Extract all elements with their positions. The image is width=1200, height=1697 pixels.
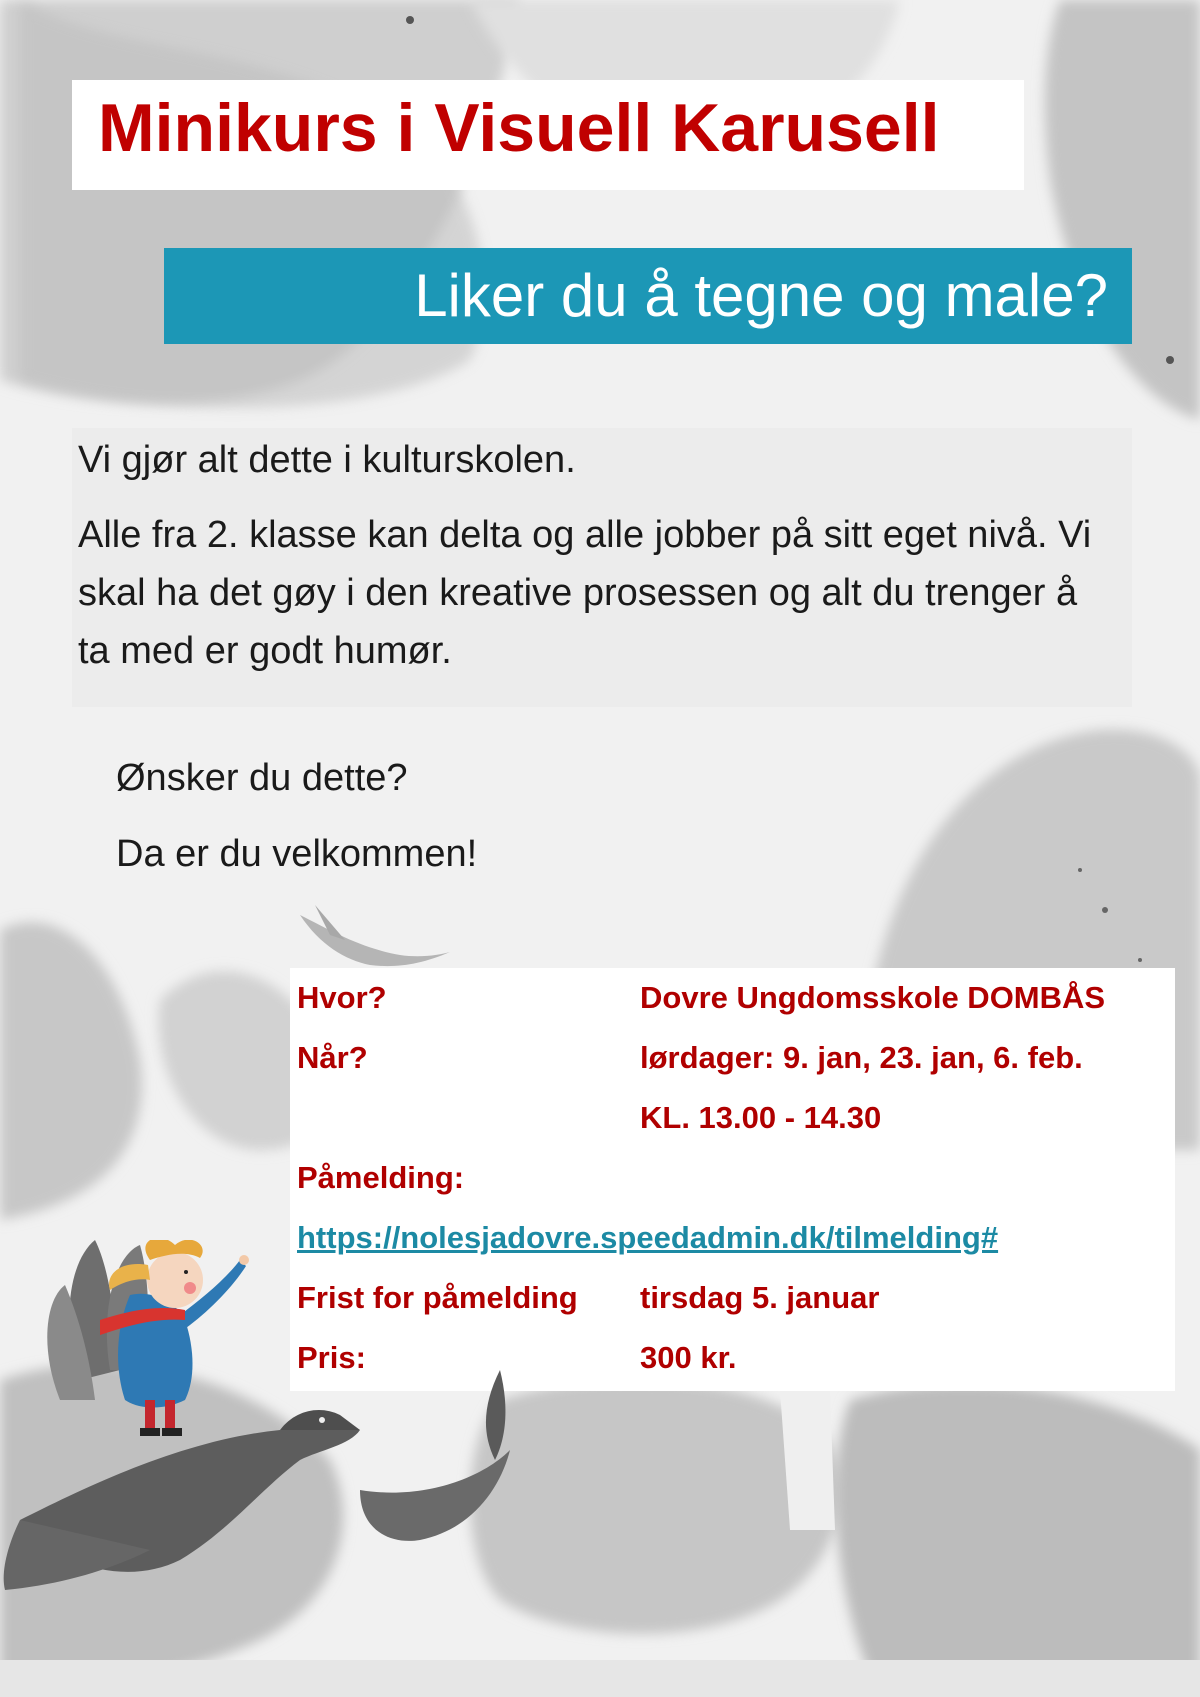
subtitle: Liker du å tegne og male? xyxy=(414,262,1108,329)
child-on-bird-illustration xyxy=(0,1240,560,1600)
wish-question: Ønsker du dette? xyxy=(116,757,408,799)
where-label: Hvor? xyxy=(297,980,387,1015)
signup-link[interactable]: https://nolesjadovre.speedadmin.dk/tilmelding# xyxy=(297,1220,999,1255)
when-label: Når? xyxy=(297,1040,368,1075)
deadline-label: Frist for påmelding xyxy=(297,1280,578,1315)
intro-paragraph-1: Vi gjør alt dette i kulturskolen. xyxy=(78,439,576,481)
signup-label: Påmelding: xyxy=(297,1160,465,1195)
deadline-value: tirsdag 5. januar xyxy=(640,1280,880,1315)
page-title: Minikurs i Visuell Karusell xyxy=(98,90,940,166)
intro-paragraph-2: Alle fra 2. klasse kan delta og alle jobber på sitt eget nivå. Vi skal ha det gøy i den kreative prosessen og alt du trenger å ta med er godt humør. xyxy=(78,514,1092,672)
when-value: lørdager: 9. jan, 23. jan, 6. feb. xyxy=(640,1040,1083,1075)
welcome-line: Da er du velkommen! xyxy=(116,833,478,875)
price-value: 300 kr. xyxy=(640,1340,737,1375)
where-value: Dovre Ungdomsskole DOMBÅS xyxy=(640,980,1106,1015)
time-value: KL. 13.00 - 14.30 xyxy=(640,1100,882,1135)
price-label: Pris: xyxy=(297,1340,366,1375)
